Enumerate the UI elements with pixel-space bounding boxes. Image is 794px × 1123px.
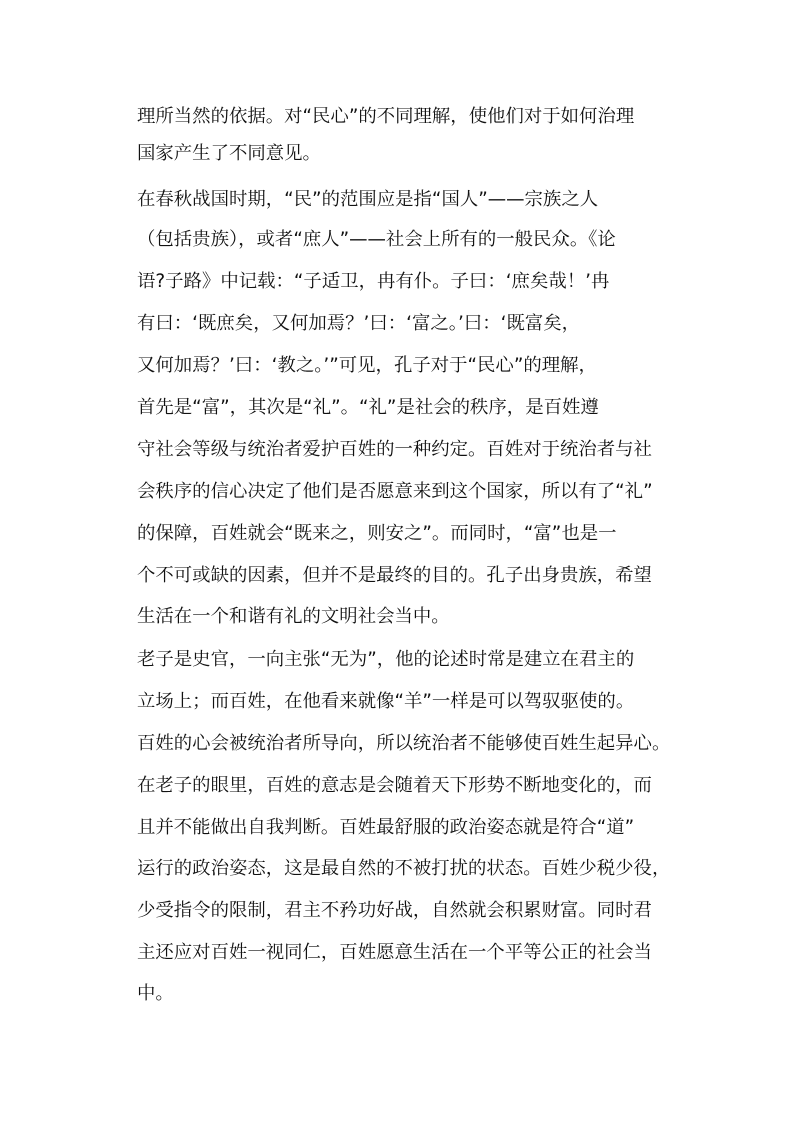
text-line: 有曰：‘既庶矣，又何加焉？’曰：‘富之。’曰：‘既富矣， bbox=[137, 313, 581, 334]
text-line: 国家产生了不同意见。 bbox=[137, 143, 321, 164]
text-line: 生活在一个和谐有礼的文明社会当中。 bbox=[137, 606, 450, 627]
text-line: 个不可或缺的因素，但并不是最终的目的。孔子出身贵族，希望 bbox=[137, 565, 652, 586]
text-line: 少受指令的限制，君主不矜功好战，自然就会积累财富。同时君 bbox=[137, 900, 652, 921]
text-line: 在老子的眼里，百姓的意志是会随着天下形势不断地变化的，而 bbox=[137, 775, 652, 796]
text-line: 立场上；而百姓，在他看来就像“羊”一样是可以驾驭驱使的。 bbox=[137, 691, 635, 712]
text-line: 在春秋战国时期，“民”的范围应是指“国人”——宗族之人 bbox=[137, 189, 599, 210]
text-line: 首先是“富”，其次是“礼”。“礼”是社会的秩序，是百姓遵 bbox=[137, 397, 599, 418]
text-line: 守社会等级与统治者爱护百姓的一种约定。百姓对于统治者与社 bbox=[137, 439, 652, 460]
text-line: （包括贵族），或者“庶人”——社会上所有的一般民众。《论 bbox=[137, 229, 616, 250]
text-line: 语?子路》中记载：“子适卫，冉有仆。子曰：‘庶矣哉！’冉 bbox=[137, 271, 610, 292]
text-line: 老子是史官，一向主张“无为”，他的论述时常是建立在君主的 bbox=[137, 649, 635, 670]
text-line: 会秩序的信心决定了他们是否愿意来到这个国家，所以有了“礼” bbox=[137, 481, 653, 502]
text-line: 的保障，百姓就会“既来之，则安之”。而同时，“富”也是一 bbox=[137, 523, 617, 544]
text-line: 又何加焉？’曰：‘教之。’”可见，孔子对于“民心”的理解， bbox=[137, 355, 597, 376]
text-line: 中。 bbox=[137, 983, 174, 1004]
text-line: 百姓的心会被统治者所导向，所以统治者不能够使百姓生起异心。 bbox=[137, 733, 671, 754]
text-line: 运行的政治姿态，这是最自然的不被打扰的状态。百姓少税少役， bbox=[137, 858, 671, 879]
text-line: 理所当然的依据。对“民心”的不同理解，使他们对于如何治理 bbox=[137, 106, 635, 127]
text-line: 且并不能做出自我判断。百姓最舒服的政治姿态就是符合“道” bbox=[137, 817, 635, 838]
text-line: 主还应对百姓一视同仁，百姓愿意生活在一个平等公正的社会当 bbox=[137, 942, 652, 963]
